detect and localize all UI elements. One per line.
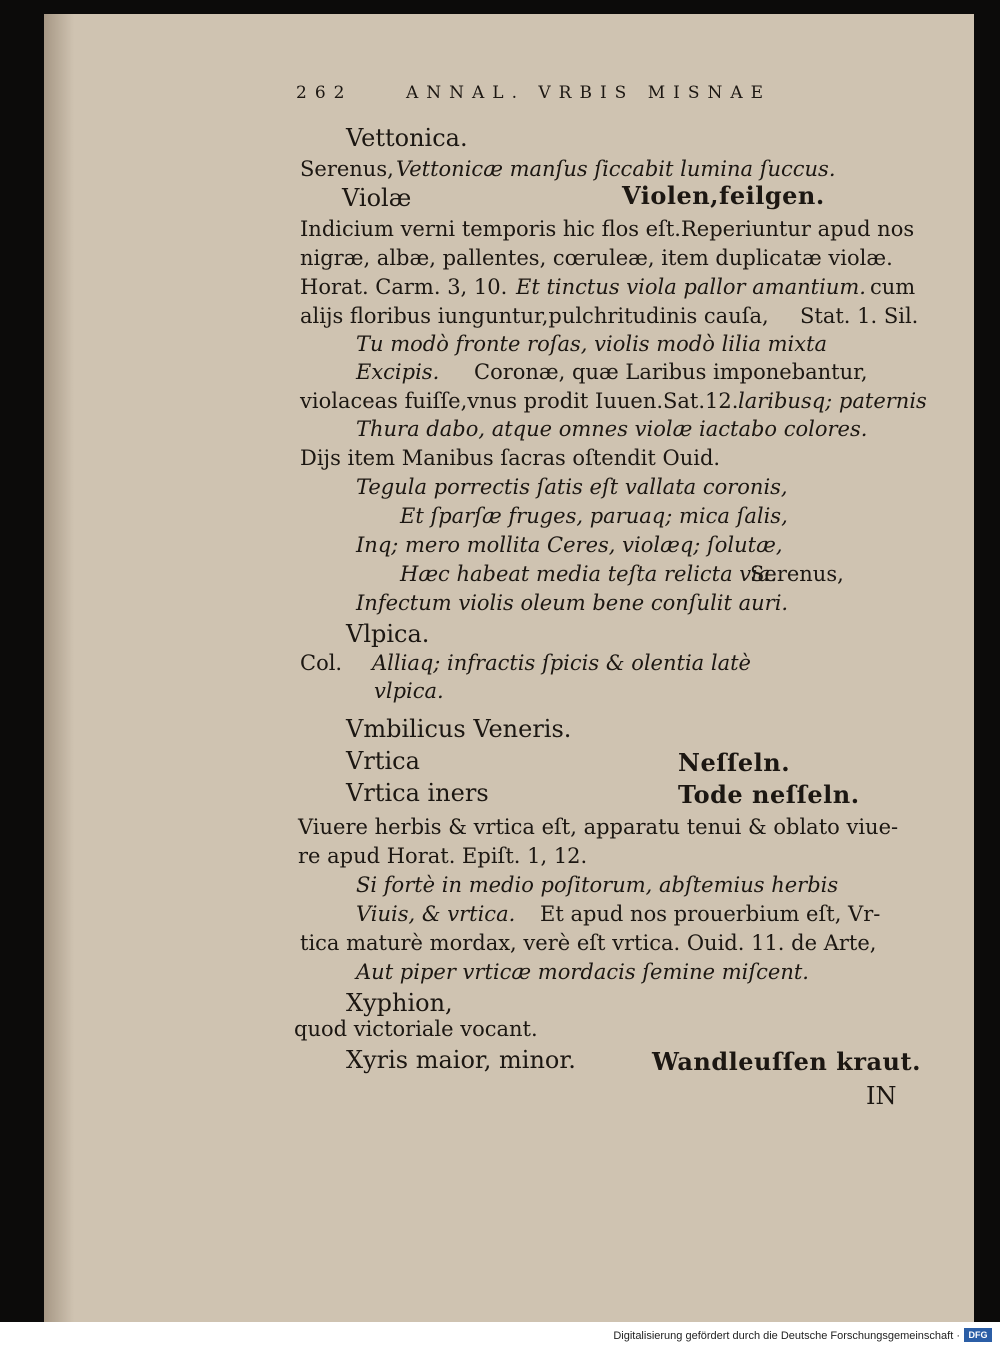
text-line: quod victoriale vocant.: [294, 1017, 538, 1041]
entry-heading: Xyris maior, minor.: [346, 1046, 576, 1074]
quote-line: laribusq; paternis: [738, 389, 927, 413]
quote-line: Inq; mero mollita Ceres, violæq; ſolutæ,: [356, 533, 783, 557]
entry-heading: Vrtica iners: [346, 779, 489, 807]
quote-line: Infectum violis oleum bene conſulit auri.: [356, 591, 789, 615]
german-name: Wandleuſſen kraut.: [652, 1047, 921, 1076]
quote-line: Hæc habeat media teſta relicta via.: [400, 562, 778, 586]
entry-heading: Xyphion,: [346, 989, 453, 1017]
text-line: nigræ, albæ, pallentes, cœruleæ, item duplicatæ violæ.: [300, 246, 893, 270]
text-line: alijs floribus iunguntur,pulchritudinis cauſa,: [300, 304, 769, 328]
text-line: Dijs item Manibus ſacras oſtendit Ouid.: [300, 446, 721, 470]
quote-line: vlpica.: [374, 679, 444, 703]
running-title: ANNAL. VRBIS MISNAE: [406, 83, 772, 103]
quote-line: Alliaq; infractis ſpicis & olentia latè: [372, 651, 751, 675]
text-line: Serenus,: [750, 562, 844, 586]
quote-line: Viuis, & vrtica.: [356, 902, 516, 926]
text-line: Et apud nos prouerbium eſt, Vr-: [540, 902, 881, 926]
quote-line: Thura dabo, atque omnes violæ iactabo colores.: [356, 417, 868, 441]
text-line: Stat. 1. Sil.: [800, 304, 919, 328]
text-line: Coronæ, quæ Laribus imponebantur,: [474, 360, 868, 384]
german-name: Violen,feilgen.: [622, 181, 825, 210]
entry-heading: Vettonica.: [346, 124, 468, 152]
entry-heading: Vmbilicus Veneris.: [346, 715, 572, 743]
quote-line: Et tinctus viola pallor amantium.: [516, 275, 866, 299]
text-line: Serenus,: [300, 157, 394, 181]
book-page: [44, 14, 974, 1322]
german-name: Tode neſſeln.: [678, 780, 860, 809]
quote-line: Tu modò fronte roſas, violis modò lilia mixta: [356, 332, 828, 356]
text-line: re apud Horat. Epiſt. 1, 12.: [298, 844, 588, 868]
german-name: Neſſeln.: [678, 748, 791, 777]
text-line: cum: [870, 275, 916, 299]
quote-line: Si fortè in medio poſitorum, abſtemius herbis: [356, 873, 839, 897]
page-number: 262: [296, 83, 353, 103]
entry-heading: Violæ: [342, 184, 412, 212]
quote-line: Et ſparſæ fruges, paruaq; mica ſalis,: [400, 504, 788, 528]
footer-bar: [0, 1322, 1000, 1351]
text-line: tica maturè mordax, verè eſt vrtica. Ouid. 11. de Arte,: [300, 931, 877, 955]
entry-heading: Vlpica.: [346, 620, 430, 648]
page-gutter-shadow: [44, 14, 74, 1322]
quote-line: Aut piper vrticæ mordacis ſemine miſcent.: [356, 960, 809, 984]
catchword: IN: [866, 1082, 897, 1110]
funding-credit: Digitalisierung gefördert durch die Deutsche Forschungsgemeinschaft ·: [613, 1330, 960, 1342]
text-line: Col.: [300, 651, 343, 675]
text-line: Viuere herbis & vrtica eſt, apparatu tenui & oblato viue-: [298, 815, 899, 839]
entry-heading: Vrtica: [346, 747, 420, 775]
text-line: Indicium verni temporis hic flos eſt.Reperiuntur apud nos: [300, 217, 915, 241]
text-line: violaceas fuiſſe,vnus prodit Iuuen.Sat.12.: [300, 389, 739, 413]
quote-line: Excipis.: [356, 360, 440, 384]
quote-line: Vettonicæ manſus ſiccabit lumina ſuccus.: [396, 157, 836, 181]
text-line: Horat. Carm. 3, 10.: [300, 275, 508, 299]
dfg-logo: DFG: [964, 1328, 992, 1342]
quote-line: Tegula porrectis ſatis eſt vallata coronis,: [356, 475, 788, 499]
